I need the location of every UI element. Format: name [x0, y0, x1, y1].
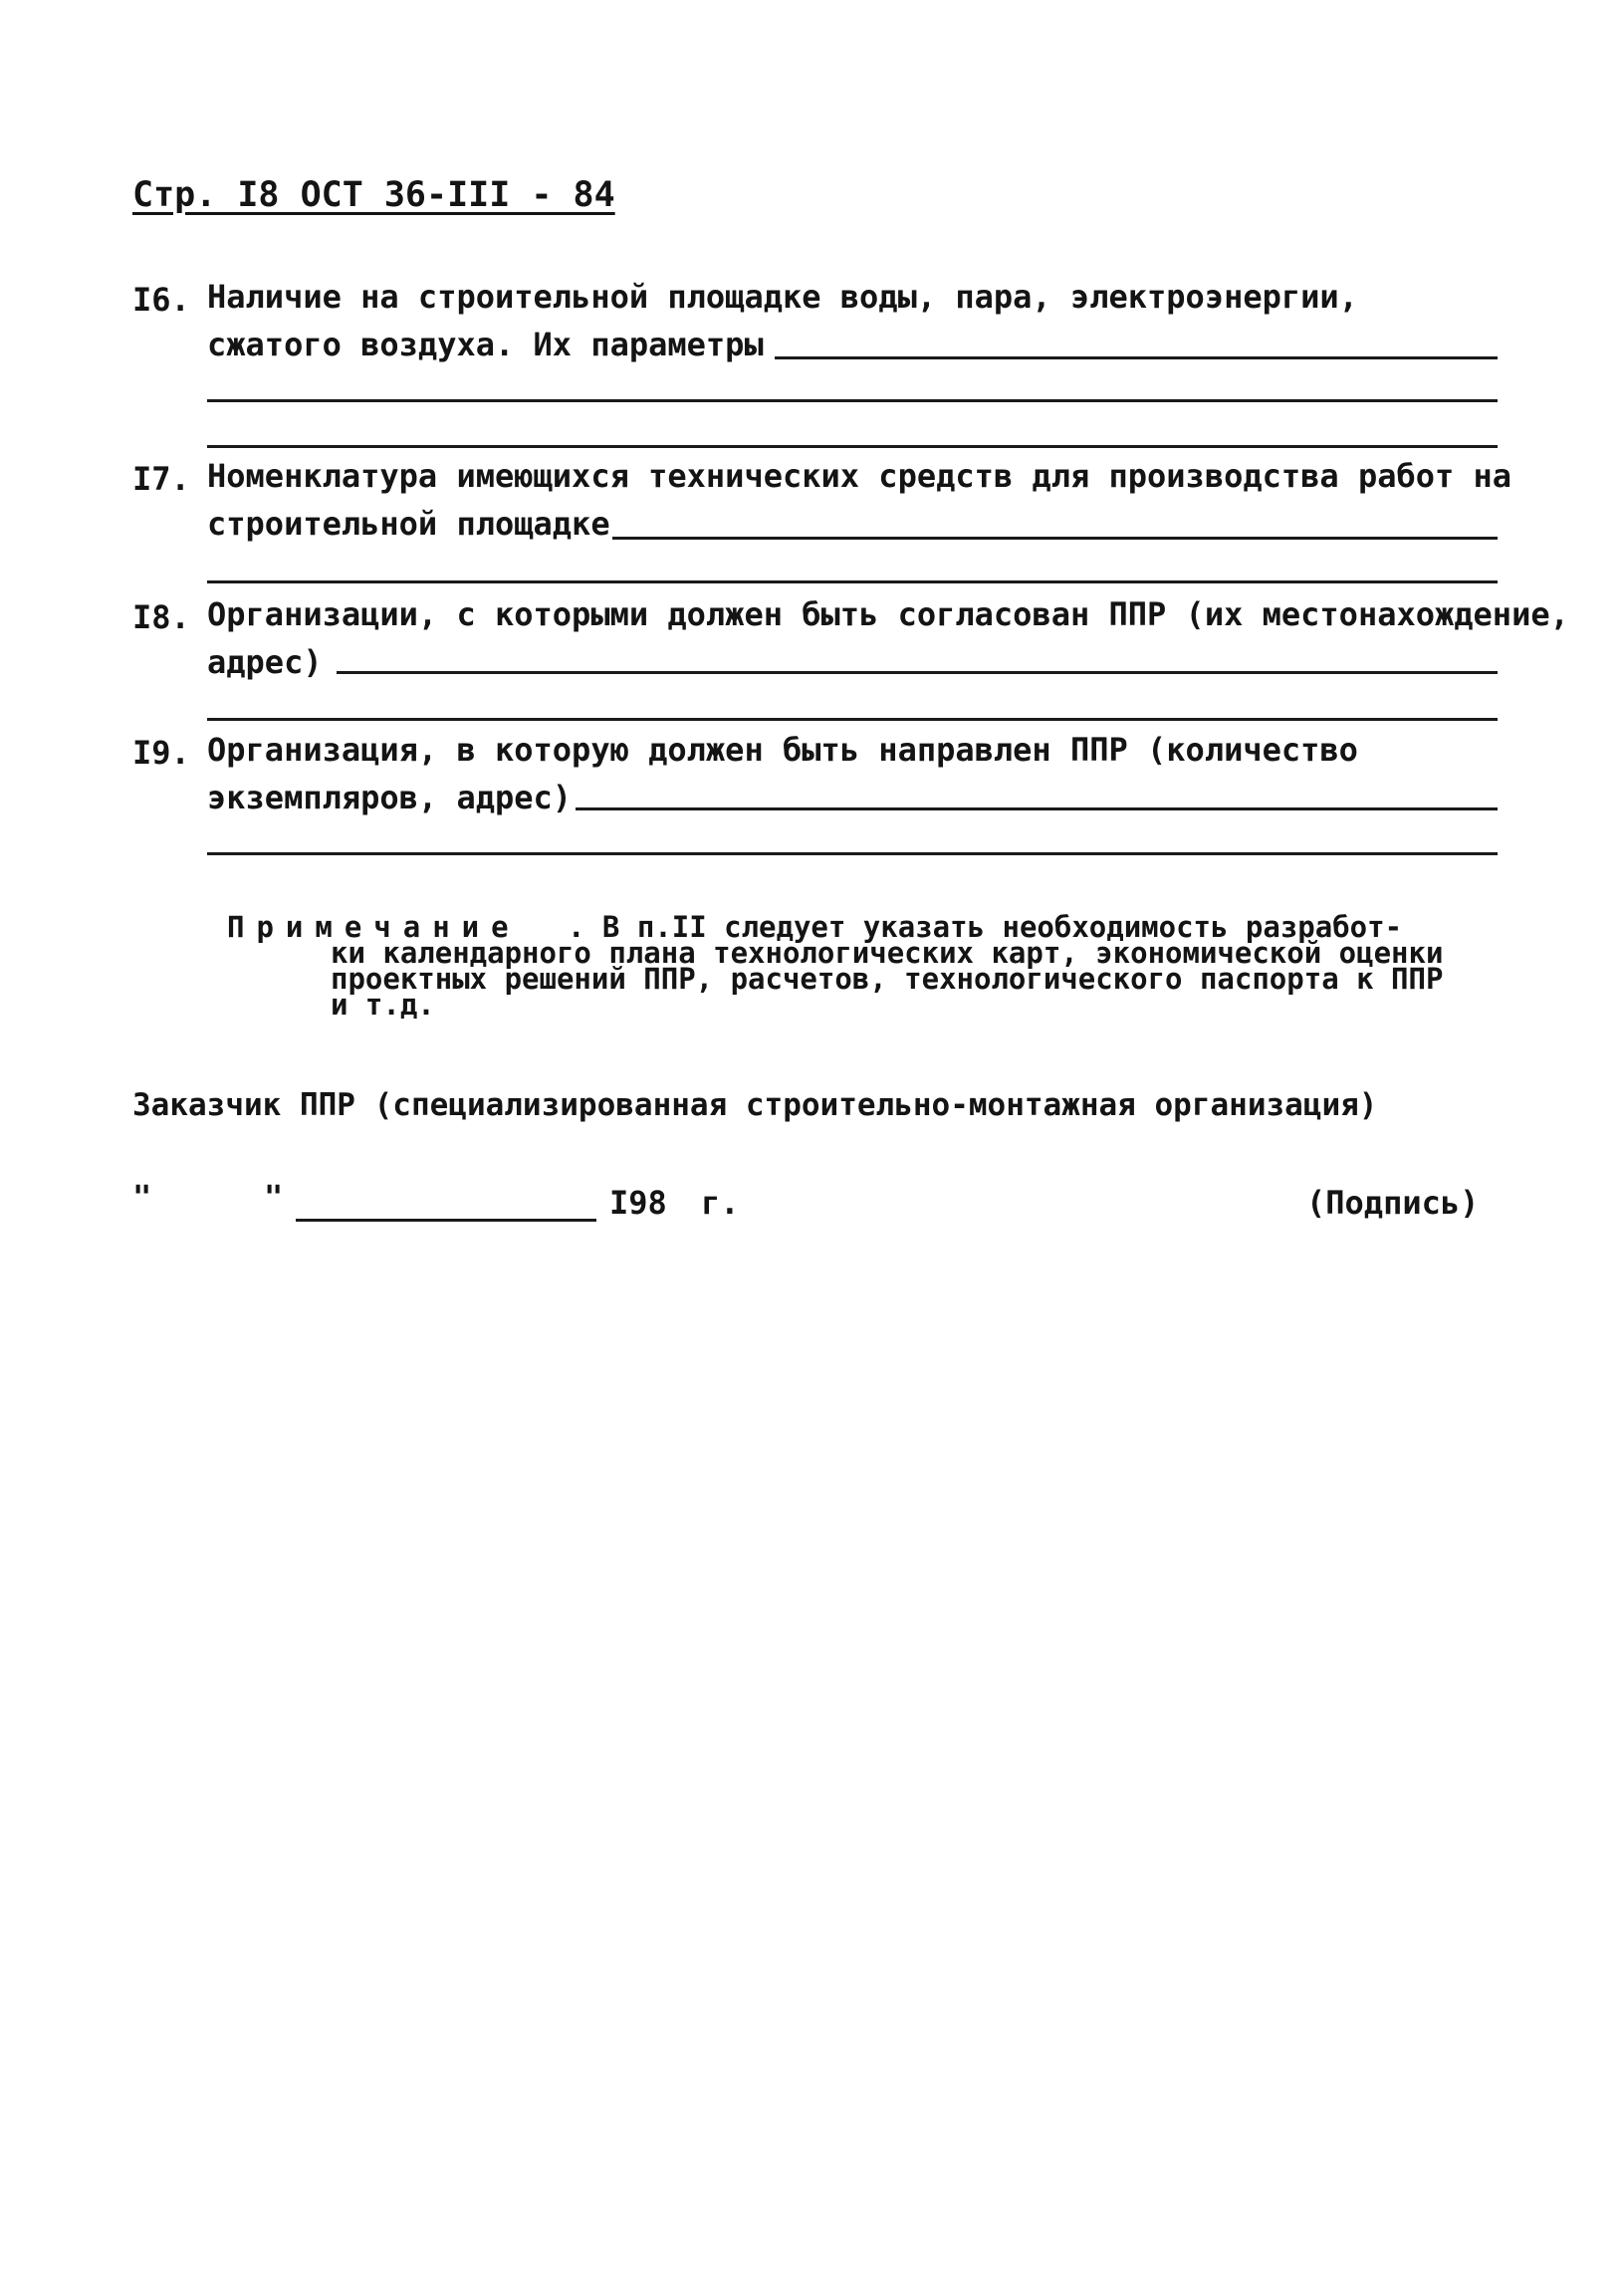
year-prefix: I98 — [609, 1184, 667, 1222]
item-text-line1: Организация, в которую должен быть направлен ППР (количество — [207, 731, 1358, 769]
fill-in-line[interactable] — [207, 399, 1498, 402]
signature-label: (Подпись) — [1306, 1184, 1480, 1222]
year-suffix: г. — [701, 1184, 740, 1222]
item-text-line1: Наличие на строительной площадке воды, пара, электроэнергии, — [207, 278, 1358, 316]
page-header: Стр. I8 ОСТ 36-III - 84 — [132, 175, 615, 215]
fill-in-line[interactable] — [775, 356, 1498, 359]
quote-close: " — [264, 1178, 284, 1216]
note-line4: и т.д. — [331, 988, 435, 1022]
item-number: I8. — [132, 598, 190, 636]
customer-line: Заказчик ППР (специализированная строительно-монтажная организация) — [132, 1087, 1378, 1123]
item-number: I6. — [132, 281, 190, 319]
note-line1: . В п.II следует указать необходимость разработ- — [568, 910, 1403, 944]
quote-open: " — [132, 1178, 152, 1216]
fill-in-line[interactable] — [207, 718, 1498, 721]
note-label: Примечание — [227, 910, 521, 944]
fill-in-line[interactable] — [576, 807, 1498, 810]
item-text-line1: Организации, с которыми должен быть согласован ППР (их местонахождение, — [207, 595, 1569, 633]
date-fill-in-line[interactable] — [296, 1219, 596, 1222]
fill-in-line[interactable] — [207, 445, 1498, 448]
item-text-line2: сжатого воздуха. Их параметры — [207, 326, 764, 363]
fill-in-line[interactable] — [337, 671, 1498, 674]
item-text-line1: Номенклатура имеющихся технических средств для производства работ на — [207, 457, 1512, 495]
item-text-line2: строительной площадке — [207, 505, 610, 543]
note-line2: ки календарного плана технологических карт, экономической оценки — [331, 936, 1444, 970]
item-text-line2: экземпляров, адрес) — [207, 779, 573, 816]
item-number: I7. — [132, 460, 190, 498]
fill-in-line[interactable] — [207, 852, 1498, 855]
fill-in-line[interactable] — [207, 580, 1498, 583]
item-number: I9. — [132, 734, 190, 772]
note-line3: проектных решений ППР, расчетов, технологического паспорта к ППР — [331, 962, 1444, 996]
fill-in-line[interactable] — [612, 537, 1498, 540]
item-text-line2: адрес) — [207, 643, 323, 681]
